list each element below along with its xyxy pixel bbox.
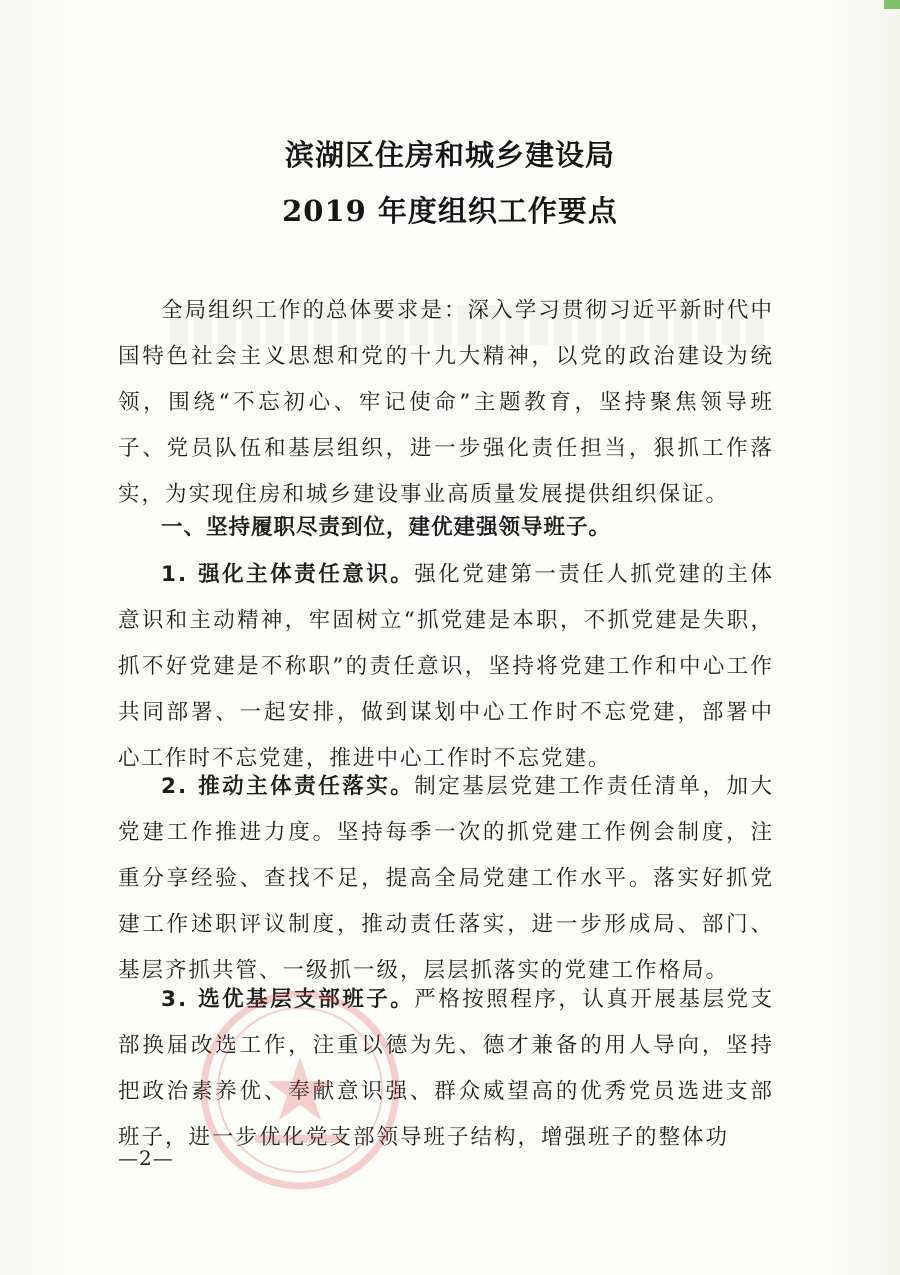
document-title-line2: 2019 年度组织工作要点 xyxy=(282,194,618,228)
item-lead-2: 2. 推动主体责任落实。 xyxy=(161,774,415,799)
section1-heading: 一、坚持履职尽责到位，建优建强领导班子。 xyxy=(161,515,612,540)
corner-color-mark xyxy=(884,0,900,9)
item-body-3: 严格按照程序，认真开展基层党支部换届改选工作，注重以德为先、德才兼备的用人导向，坚持把政治素养优、奉献意识强、群众威望高的优秀党员选进支部班子，进一步优化党支部领导班子结构，增强班子的整体功 xyxy=(118,987,774,1150)
item-body-2: 制定基层党建工作责任清单，加大党建工作推进力度。坚持每季一次的抓党建工作例会制度，注重分享经验、查找不足，提高全局党建工作水平。落实好抓党建工作述职评议制度，推动责任落实，进一步形成局、部门、基层齐抓共管、一级抓一级，层层抓落实的党建工作格局。 xyxy=(118,774,774,983)
item-lead-3: 3. 选优基层支部班子。 xyxy=(161,987,415,1012)
item-lead-1: 1. 强化主体责任意识。 xyxy=(161,562,415,587)
item-paragraph-2 xyxy=(118,764,774,994)
item-paragraph-1 xyxy=(118,552,774,782)
page-number: —2— xyxy=(118,1146,174,1170)
document-title-line1: 滨湖区住房和城乡建设局 xyxy=(284,138,615,172)
item-body-1: 强化党建第一责任人抓党建的主体意识和主动精神，牢固树立“抓党建是本职，不抓党建是失职，抓不好党建是不称职”的责任意识，坚持将党建工作和中心工作共同部署、一起安排，做到谋划中心工作时不忘党建，部署中心工作时不忘党建，推进中心工作时不忘党建。 xyxy=(118,562,774,771)
intro-paragraph: 全局组织工作的总体要求是：深入学习贯彻习近平新时代中国特色社会主义思想和党的十九大精神，以党的政治建设为统领，围绕“不忘初心、牢记使命”主题教育，坚持聚焦领导班子、党员队伍和基层组织，进一步强化责任担当，狠抓工作落实，为实现住房和城乡建设事业高质量发展提供组织保证。 xyxy=(118,298,774,507)
official-seal-stamp xyxy=(195,985,405,1195)
